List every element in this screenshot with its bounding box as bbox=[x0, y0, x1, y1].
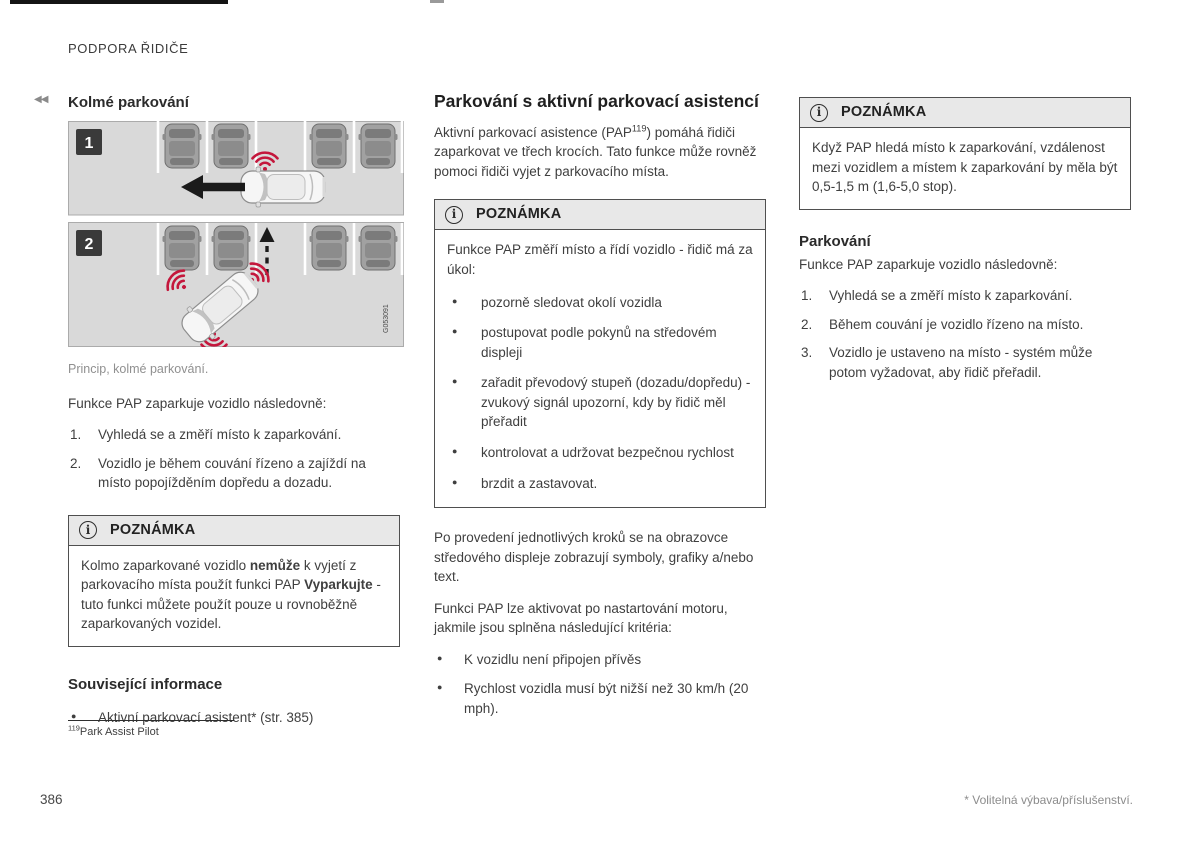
list-item: ● kontrolovat a udržovat bezpečnou rychlost bbox=[447, 443, 753, 463]
related-info-heading: Související informace bbox=[68, 675, 223, 693]
note-bullet-list bbox=[447, 293, 753, 494]
parked-car bbox=[163, 226, 202, 270]
footnote bbox=[68, 720, 368, 741]
footnote-text: $^{119}$Park Assist Pilot bbox=[68, 723, 159, 738]
option-footnote: * Volitelná výbava/příslušenství. bbox=[964, 793, 1133, 807]
chapter-header: PODPORA ŘIDIČE bbox=[68, 41, 189, 56]
scan-edge-artifact bbox=[10, 0, 228, 4]
left-column bbox=[34, 92, 400, 737]
left-steps-list bbox=[68, 425, 400, 493]
footnote-rule bbox=[68, 720, 234, 721]
parked-car bbox=[359, 226, 398, 270]
note-box bbox=[68, 515, 400, 647]
note-title: POZNÁMKA bbox=[476, 206, 562, 223]
step-badge-2-label: 2 bbox=[84, 235, 94, 253]
middle-column bbox=[434, 92, 766, 729]
list-item: Vozidlo je ustaveno na místo - systém může potom vyžadovat, aby řidič přeřadil. bbox=[829, 345, 1093, 380]
parked-car bbox=[163, 124, 202, 168]
right-column bbox=[799, 92, 1131, 391]
info-icon: i bbox=[79, 521, 97, 539]
info-icon: i bbox=[810, 104, 828, 122]
list-item: ● Rychlost vozidla musí být nižší než 30 km/h (20 mph). bbox=[434, 679, 766, 718]
list-item: Vozidlo je během couvání řízeno a zajíždí na místo popojížděním dopředu a dozadu. bbox=[98, 455, 366, 491]
parked-car bbox=[359, 124, 398, 168]
parked-car bbox=[212, 124, 251, 168]
list-item: Během couvání je vozidlo řízeno na místo. bbox=[829, 316, 1084, 332]
figure-caption: Princip, kolmé parkování. bbox=[68, 362, 209, 377]
right-steps-list bbox=[799, 286, 1131, 382]
figure-panel-1 bbox=[69, 121, 404, 215]
figure-panel-2 bbox=[69, 222, 404, 347]
left-intro-paragraph: Funkce PAP zaparkuje vozidlo následovně: bbox=[68, 396, 327, 412]
note-body bbox=[435, 230, 765, 507]
paragraph: Po provedení jednotlivých kroků se na obrazovce středového displeje zobrazují symboly, grafiky a/nebo text. bbox=[434, 530, 754, 585]
figure-id-label: G053091 bbox=[383, 303, 390, 333]
list-item: ● K vozidlu není připojen přívěs bbox=[434, 650, 766, 670]
right-intro-paragraph: Funkce PAP zaparkuje vozidlo následovně: bbox=[799, 257, 1058, 273]
ego-car-driving bbox=[241, 167, 326, 207]
list-item: ● pozorně sledovat okolí vozidla bbox=[447, 293, 753, 313]
page-number: 386 bbox=[40, 792, 63, 807]
article-intro: Aktivní parkovací asistence (PAP$^{119}$) pomáhá řidiči zaparkovat ve třech krocích. Tato funkce může rovněž pomoci řidiči vyjet z parkovacího místa. bbox=[434, 123, 757, 179]
list-item: ● brzdit a zastavovat. bbox=[447, 474, 753, 494]
section-title-kolme-parkovani: Kolmé parkování bbox=[68, 94, 189, 111]
note-body: Když PAP hledá místo k zaparkování, vzdálenost mezi vozidlem a místem k zaparkování by měla být 0,5-1,5 m (1,6-5,0 stop). bbox=[812, 140, 1118, 195]
note-box bbox=[799, 97, 1131, 210]
scan-edge-artifact-small bbox=[430, 0, 444, 3]
note-title: POZNÁMKA bbox=[841, 104, 927, 120]
list-item: ● zařadit převodový stupeň (dozadu/dopředu) - zvukový signál upozorní, kdy by řidič měl přeřadit bbox=[447, 373, 753, 432]
paragraph: Funkci PAP lze aktivovat po nastartování motoru, jakmile jsou splněna následující kritéria: bbox=[434, 600, 728, 636]
parked-car bbox=[212, 226, 251, 270]
note-body: Kolmo zaparkované vozidlo nemůže k vyjetí z parkovacího místa použít funkci PAP Vyparkujte - tuto funkci můžete použít pouze u rovnoběžně zaparkovaných vozidel. bbox=[81, 557, 381, 632]
step-badge-1-label: 1 bbox=[84, 134, 94, 152]
section-continues-icon: ◀◀ bbox=[34, 94, 48, 105]
parking-illustration bbox=[68, 121, 404, 379]
parking-figure-svg bbox=[68, 121, 404, 347]
parked-car bbox=[310, 124, 349, 168]
related-info-link: ● Aktivní parkovací asistent* (str. 385) bbox=[68, 708, 400, 728]
parked-car bbox=[310, 226, 349, 270]
list-item: Vyhledá se a změří místo k zaparkování. bbox=[829, 288, 1073, 303]
criteria-list bbox=[434, 650, 766, 719]
parking-heading: Parkování bbox=[799, 232, 871, 250]
article-title: Parkování s aktivní parkovací asistencí bbox=[434, 91, 759, 111]
list-item: Vyhledá se a změří místo k zaparkování. bbox=[98, 427, 342, 442]
note-intro: Funkce PAP změří místo a řídí vozidlo - řidič má za úkol: bbox=[447, 242, 753, 278]
note-title: POZNÁMKA bbox=[110, 521, 196, 538]
info-icon: i bbox=[445, 206, 463, 224]
list-item: ● postupovat podle pokynů na středovém displeji bbox=[447, 323, 753, 362]
note-box bbox=[434, 199, 766, 508]
